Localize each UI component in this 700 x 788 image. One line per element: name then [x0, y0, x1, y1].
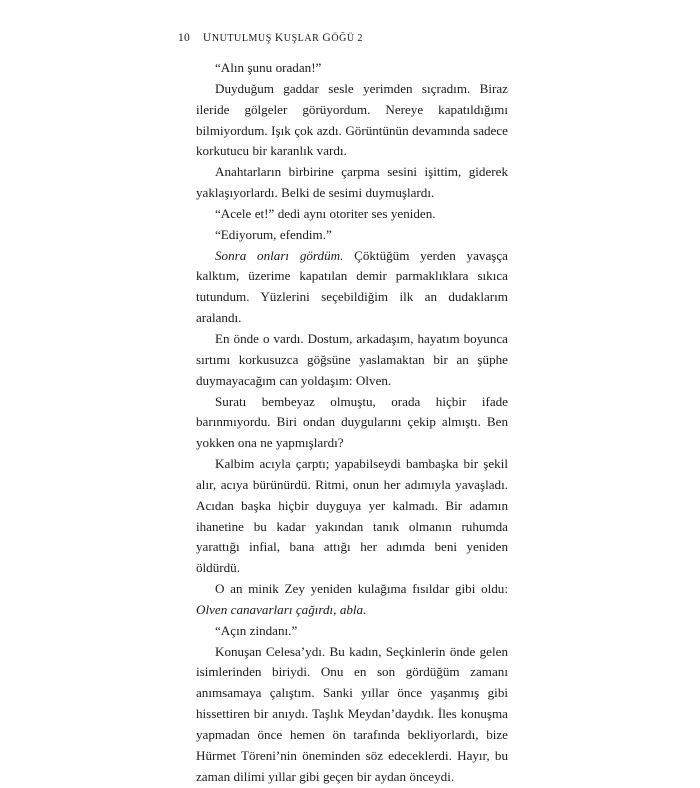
running-head-initial-2: K	[274, 31, 284, 44]
paragraph: “Ediyorum, efendim.”	[215, 226, 332, 242]
running-head-volume-number: 2	[357, 33, 363, 44]
body-text-block	[196, 58, 508, 788]
running-head	[178, 31, 510, 44]
page-number: 10	[178, 32, 190, 44]
italic-phrase: Sonra onları gördüm.	[215, 247, 344, 263]
running-head-title	[203, 31, 363, 44]
running-head-word-3: ÖĞÜ	[331, 33, 355, 44]
paragraph: Konuşan Celesa’ydı. Bu kadın, Seçkinlerin önde gelen isimlerinden biriydi. Onu en son gördüğüm zamanı anımsamaya çalıştım. Sanki yıllar önce yaşanmış gibi hissettiren bir anıydı. Taşlık Meydan’daydık. İles konuşma yapmadan önce hemen ön tarafında bekliyorlardı, bize Hürmet Töreni’nin öneminden söz edeceklerdi. Hayır, bu zaman dilimi yıllar gibi geçen bir aydan önceydi.	[196, 643, 508, 784]
running-head-word-2: UŞLAR	[283, 33, 323, 44]
running-head-initial-1: U	[202, 31, 212, 44]
paragraph: “Açın zindanı.”	[215, 622, 298, 638]
paragraph-text: Çöktüğüm yerden yavaşça kalktım, üzerime kapatılan demir parmaklıklara sıkıca tutundum. Yüzlerini seçebildiğim ilk an dudaklarım aralandı.	[196, 247, 508, 326]
paragraph: “Alın şunu oradan!”	[215, 60, 322, 75]
italic-phrase: Olven canavarları çağırdı, abla.	[196, 601, 367, 617]
paragraph	[196, 579, 508, 621]
paragraph: Duyduğum gaddar sesle yerimden sıçradım. Biraz ileride gölgeler görüyordum. Nereye kapatıldığımı bilmiyordum. Işık çok azdı. Görüntünün devamında sadece korkutucu bir karanlık vardı.	[196, 80, 508, 159]
paragraph: Anahtarların birbirine çarpma sesini işittim, giderek yaklaşıyorlardı. Belki de sesimi duymuşlardı.	[196, 164, 508, 201]
running-head-initial-3: G	[322, 31, 332, 44]
paragraph: En önde o vardı. Dostum, arkadaşım, hayatım boyunca sırtımı korkusuzca göğsüne yaslamaktan bir an şüphe duymayacağım can yoldaşım: Olven.	[196, 330, 508, 388]
paragraph-text: O an minik Zey yeniden kulağıma fısıldar gibi oldu:	[215, 581, 508, 597]
paragraph: “Acele et!” dedi aynı otoriter ses yeniden.	[215, 205, 436, 221]
paragraph: Kalbim acıyla çarptı; yapabilseydi bambaşka bir şekil alır, acıya bürünürdü. Ritmi, onun her adımıyla yavaşladı. Acıdan başka hiçbir duyguya yer kalmadı. Bir adamın ihanetine bu kadar yakından tanık olmanın ruhumda yarattığı infial, bana attığı her adımda beni yeniden öldürdü.	[196, 456, 508, 576]
paragraph: Suratı bembeyaz olmuştu, orada hiçbir ifade barınmıyordu. Biri ondan duygularını çekip almıştı. Ben yokken ona ne yapmışlardı?	[196, 393, 508, 451]
paragraph	[196, 246, 508, 329]
running-head-word-1: NUTULMUŞ	[211, 33, 275, 44]
